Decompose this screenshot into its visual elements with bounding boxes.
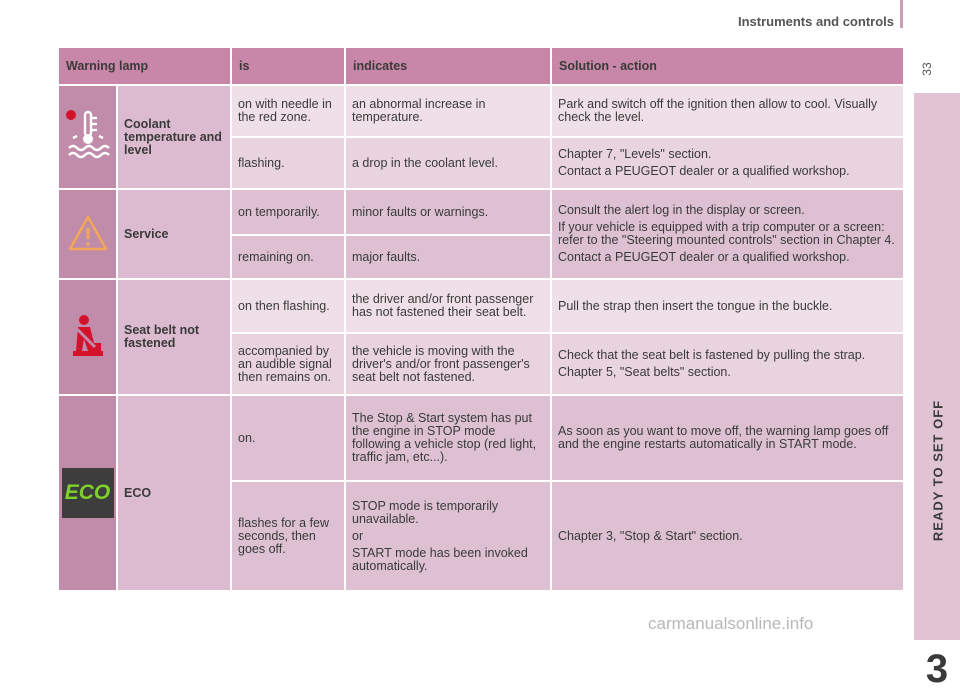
solution-text: Contact a PEUGEOT dealer or a qualified workshop.	[558, 164, 850, 178]
cell-solution	[551, 85, 904, 137]
solution-text: Chapter 3, "Stop & Start" section.	[558, 528, 743, 543]
cell-is: on temporarily.	[231, 189, 345, 235]
indicates-text: or	[352, 528, 364, 543]
solution-text: Chapter 7, "Levels" section.	[558, 147, 712, 161]
chapter-tab-label: READY TO SET OFF	[930, 399, 946, 542]
col-header-solution: Solution - action	[551, 47, 904, 85]
table-row	[58, 395, 904, 481]
cell-solution	[551, 333, 904, 395]
cell-is: remaining on.	[231, 235, 345, 279]
eco-icon	[62, 468, 114, 518]
lamp-name-service: Service	[117, 189, 231, 279]
table-header-row	[58, 47, 904, 85]
cell-indicates: the vehicle is moving with the driver's and/or front passenger's seat belt not fastened.	[345, 333, 551, 395]
table-row	[58, 279, 904, 333]
cell-solution	[551, 279, 904, 333]
cell-is: on with needle in the red zone.	[231, 85, 345, 137]
lamp-name-seat-belt: Seat belt not fastened	[117, 279, 231, 395]
chapter-side-tab	[914, 93, 960, 691]
seat-belt-icon	[68, 313, 108, 359]
indicates-text: STOP mode is temporarily unavailable.	[352, 498, 499, 526]
coolant-temperature-icon	[63, 106, 113, 166]
cell-indicates: major faults.	[345, 235, 551, 279]
cell-indicates: minor faults or warnings.	[345, 189, 551, 235]
cell-solution	[551, 395, 904, 481]
cell-indicates: a drop in the coolant level.	[345, 137, 551, 189]
cell-is: on.	[231, 395, 345, 481]
cell-indicates: the driver and/or front passenger has not fastened their seat belt.	[345, 279, 551, 333]
page-header-title: Instruments and controls	[737, 14, 894, 29]
col-header-indicates: indicates	[345, 47, 551, 85]
service-icon-cell	[58, 189, 117, 279]
solution-text: Park and switch off the ignition then allow to cool. Visually check the level.	[558, 97, 878, 124]
cell-solution	[551, 137, 904, 189]
table-row	[58, 85, 904, 137]
solution-text: Contact a PEUGEOT dealer or a qualified workshop.	[558, 250, 850, 264]
solution-text: If your vehicle is equipped with a trip computer or a screen: refer to the "Steering mounted controls" section in Chapter 4.	[558, 220, 895, 247]
solution-text: Consult the alert log in the display or screen.	[558, 203, 805, 217]
indicates-text: The Stop & Start system has put the engine in STOP mode following a vehicle stop (red light, traffic jam, etc...).	[352, 411, 537, 464]
cell-is: accompanied by an audible signal then remains on.	[231, 333, 345, 395]
seat-belt-icon-cell	[58, 279, 117, 395]
col-header-warning-lamp: Warning lamp	[58, 47, 231, 85]
chapter-number: 3	[925, 647, 949, 691]
indicates-text: START mode has been invoked automatically.	[352, 545, 528, 573]
col-header-is: is	[231, 47, 345, 85]
cell-solution	[551, 189, 904, 279]
cell-indicates: an abnormal increase in temperature.	[345, 85, 551, 137]
solution-text: Pull the strap then insert the tongue in the buckle.	[558, 298, 833, 313]
table-row	[58, 189, 904, 235]
cell-indicates	[345, 395, 551, 481]
eco-icon-label: ECO	[64, 481, 111, 504]
solution-text: Check that the seat belt is fastened by pulling the strap.	[558, 348, 866, 362]
cell-is: on then flashing.	[231, 279, 345, 333]
coolant-icon-cell	[58, 85, 117, 189]
lamp-name-coolant: Coolant temperature and level	[117, 85, 231, 189]
page-number: 33	[920, 62, 934, 76]
header-accent-bar	[900, 0, 903, 28]
eco-icon-cell	[58, 395, 117, 591]
cell-is: flashes for a few seconds, then goes off.	[231, 481, 345, 591]
watermark: carmanualsonline.info	[648, 614, 814, 633]
cell-indicates	[345, 481, 551, 591]
warning-lamps-table	[57, 46, 905, 592]
cell-is: flashing.	[231, 137, 345, 189]
cell-solution	[551, 481, 904, 591]
service-warning-icon	[66, 213, 110, 253]
solution-text: As soon as you want to move off, the warning lamp goes off and the engine restarts automatically in START mode.	[558, 424, 889, 451]
lamp-name-eco: ECO	[117, 395, 231, 591]
solution-text: Chapter 5, "Seat belts" section.	[558, 365, 731, 379]
